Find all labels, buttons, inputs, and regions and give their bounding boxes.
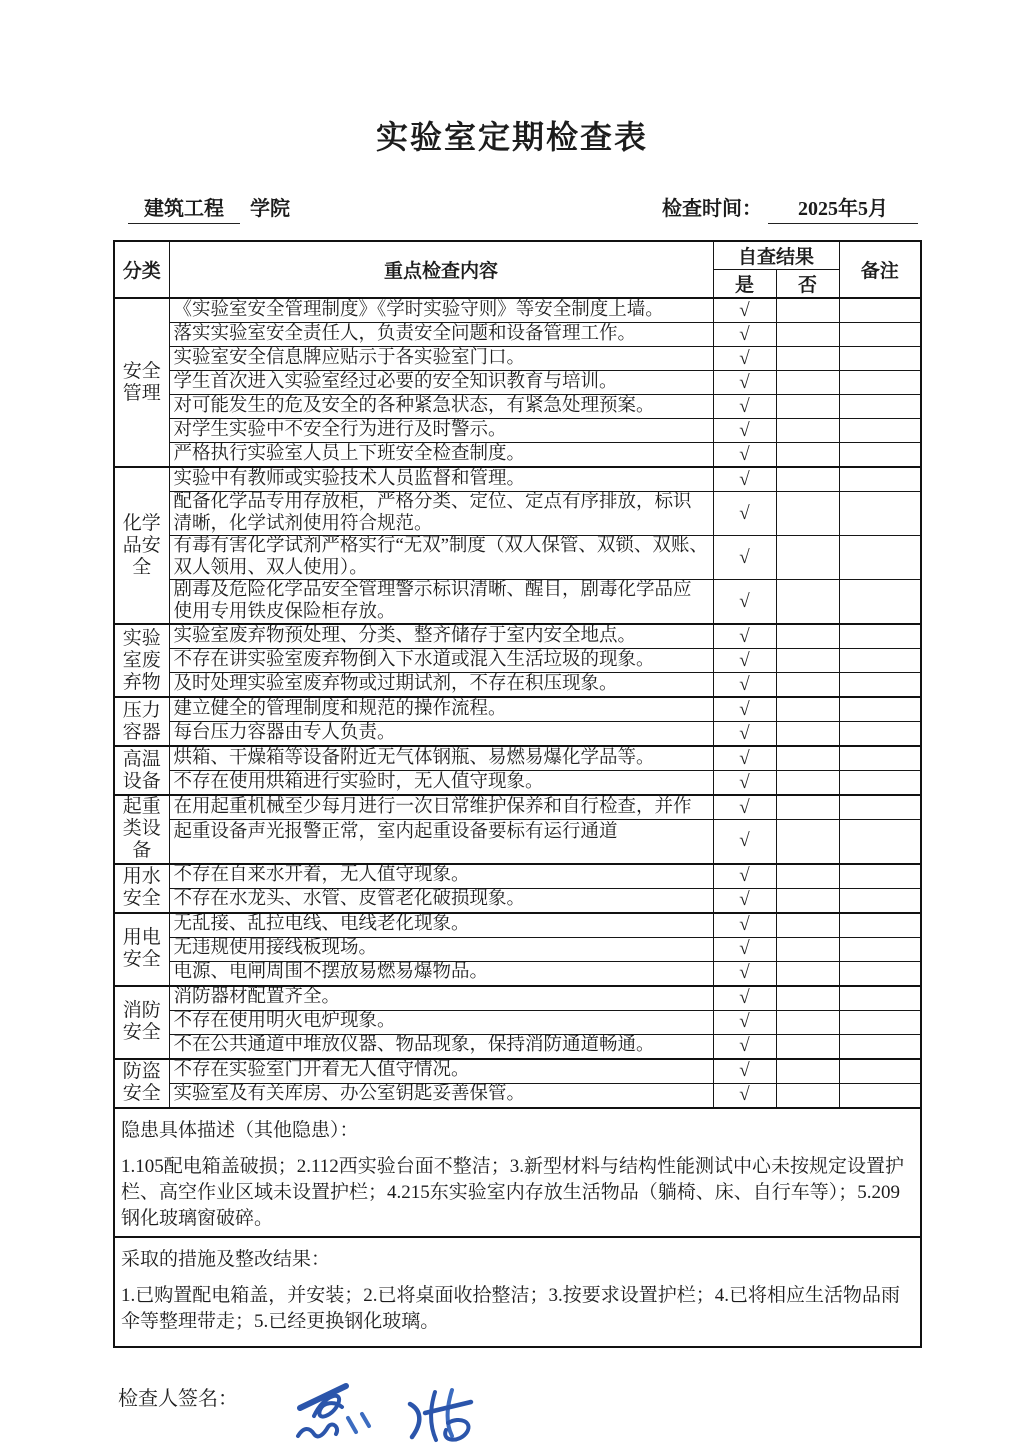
- department-line: [128, 192, 290, 224]
- measures-row: [114, 1237, 921, 1347]
- result-yes-cell: √: [713, 1010, 776, 1034]
- result-yes-cell: √: [713, 1059, 776, 1084]
- check-item-row: [114, 722, 921, 747]
- remark-cell: [839, 937, 921, 961]
- result-yes-cell: √: [713, 746, 776, 771]
- check-item-row: [114, 888, 921, 913]
- check-item-text: 实验中有教师或实验技术人员监督和管理。: [169, 467, 713, 492]
- check-item-text: 起重设备声光报警正常，室内起重设备要标有运行通道: [169, 820, 713, 864]
- remark-cell: [839, 298, 921, 323]
- remark-cell: [839, 580, 921, 625]
- check-item-text: 实验室安全信息牌应贴示于各实验室门口。: [169, 347, 713, 371]
- check-item-row: [114, 771, 921, 796]
- page-title: 实验室定期检查表: [375, 119, 648, 155]
- result-yes-cell: √: [713, 820, 776, 864]
- notes-body: [114, 1108, 921, 1347]
- header-result-group: 自查结果: [713, 241, 839, 270]
- check-item-text: 《实验室安全管理制度》《学时实验守则》等安全制度上墙。: [169, 298, 713, 323]
- check-item-text: 实验室及有关库房、办公室钥匙妥善保管。: [169, 1083, 713, 1108]
- result-no-cell: [776, 795, 839, 820]
- remark-cell: [839, 419, 921, 443]
- result-no-cell: [776, 746, 839, 771]
- result-no-cell: [776, 986, 839, 1011]
- inspector-signature-image: [290, 1376, 510, 1448]
- result-no-cell: [776, 913, 839, 938]
- result-no-cell: [776, 443, 839, 468]
- result-yes-cell: √: [713, 298, 776, 323]
- result-yes-cell: √: [713, 986, 776, 1011]
- check-item-row: [114, 443, 921, 468]
- check-item-text: 对学生实验中不安全行为进行及时警示。: [169, 419, 713, 443]
- check-item-text: 烘箱、干燥箱等设备附近无气体钢瓶、易燃易爆化学品等。: [169, 746, 713, 771]
- check-item-row: [114, 624, 921, 649]
- result-no-cell: [776, 580, 839, 625]
- check-time-value: 2025年5月: [768, 192, 918, 224]
- remark-cell: [839, 443, 921, 468]
- check-item-text: 无违规使用接线板现场。: [169, 937, 713, 961]
- result-no-cell: [776, 347, 839, 371]
- remark-cell: [839, 722, 921, 747]
- remark-cell: [839, 1083, 921, 1108]
- remark-cell: [839, 795, 921, 820]
- measures-text: 1.已购置配电箱盖，并安装；2.已将桌面收拾整洁；3.按要求设置护栏；4.已将相应生活物品雨伞等整理带走；5.已经更换钢化玻璃。: [121, 1284, 901, 1332]
- department-name: 建筑工程: [128, 192, 240, 224]
- check-item-row: [114, 536, 921, 580]
- remark-cell: [839, 771, 921, 796]
- remark-cell: [839, 1010, 921, 1034]
- result-yes-cell: √: [713, 536, 776, 580]
- check-item-row: [114, 673, 921, 698]
- check-item-text: 学生首次进入实验室经过必要的安全知识教育与培训。: [169, 371, 713, 395]
- check-item-row: [114, 1059, 921, 1084]
- result-no-cell: [776, 937, 839, 961]
- result-no-cell: [776, 1034, 839, 1059]
- result-yes-cell: √: [713, 443, 776, 468]
- result-no-cell: [776, 697, 839, 722]
- check-item-row: [114, 1083, 921, 1108]
- remark-cell: [839, 395, 921, 419]
- check-item-row: [114, 580, 921, 625]
- header-yes: 是: [713, 270, 776, 299]
- result-no-cell: [776, 820, 839, 864]
- check-item-text: 不存在水龙头、水管、皮管老化破损现象。: [169, 888, 713, 913]
- check-item-text: 不存在使用烘箱进行实验时，无人值守现象。: [169, 771, 713, 796]
- result-yes-cell: √: [713, 673, 776, 698]
- remark-cell: [839, 888, 921, 913]
- remark-cell: [839, 961, 921, 986]
- check-item-row: [114, 795, 921, 820]
- remark-cell: [839, 371, 921, 395]
- result-yes-cell: √: [713, 722, 776, 747]
- result-no-cell: [776, 492, 839, 536]
- category-cell: 消防安全: [114, 986, 169, 1059]
- check-item-row: [114, 697, 921, 722]
- hazard-text: 1.105配电箱盖破损；2.112西实验台面不整洁；3.新型材料与结构性能测试中心未按规定设置护栏、高空作业区域未设置护栏；4.215东实验室内存放生活物品（躺椅、床、自行车等）；5.209钢化玻璃窗破碎。: [121, 1155, 905, 1229]
- inspection-table: [113, 240, 922, 1348]
- remark-cell: [839, 323, 921, 347]
- result-yes-cell: √: [713, 1034, 776, 1059]
- check-time-label: 检查时间：: [662, 198, 762, 220]
- check-item-text: 实验室废弃物预处理、分类、整齐储存于室内安全地点。: [169, 624, 713, 649]
- result-no-cell: [776, 649, 839, 673]
- check-item-row: [114, 820, 921, 864]
- check-item-row: [114, 323, 921, 347]
- category-cell: 压力容器: [114, 697, 169, 746]
- result-no-cell: [776, 419, 839, 443]
- remark-cell: [839, 697, 921, 722]
- check-item-row: [114, 937, 921, 961]
- result-no-cell: [776, 323, 839, 347]
- remark-cell: [839, 492, 921, 536]
- result-no-cell: [776, 395, 839, 419]
- result-no-cell: [776, 673, 839, 698]
- check-item-row: [114, 913, 921, 938]
- remark-cell: [839, 536, 921, 580]
- category-cell: 防盗安全: [114, 1059, 169, 1108]
- check-item-row: [114, 347, 921, 371]
- result-yes-cell: √: [713, 323, 776, 347]
- remark-cell: [839, 746, 921, 771]
- remark-cell: [839, 649, 921, 673]
- check-item-text: 不存在使用明火电炉现象。: [169, 1010, 713, 1034]
- check-item-text: 对可能发生的危及安全的各种紧急状态，有紧急处理预案。: [169, 395, 713, 419]
- check-item-row: [114, 492, 921, 536]
- check-item-text: 剧毒及危险化学品安全管理警示标识清晰、醒目，剧毒化学品应使用专用铁皮保险柜存放。: [169, 580, 713, 625]
- remark-cell: [839, 913, 921, 938]
- result-no-cell: [776, 722, 839, 747]
- result-no-cell: [776, 888, 839, 913]
- remark-cell: [839, 986, 921, 1011]
- result-yes-cell: √: [713, 795, 776, 820]
- category-cell: 用水安全: [114, 864, 169, 913]
- result-yes-cell: √: [713, 888, 776, 913]
- check-item-row: [114, 1034, 921, 1059]
- category-cell: 实验室废弃物: [114, 624, 169, 697]
- hazard-cell: [121, 1115, 912, 1232]
- result-yes-cell: √: [713, 649, 776, 673]
- result-yes-cell: √: [713, 771, 776, 796]
- check-item-text: 落实实验室安全责任人，负责安全问题和设备管理工作。: [169, 323, 713, 347]
- category-cell: 起重类设备: [114, 795, 169, 864]
- result-no-cell: [776, 1059, 839, 1084]
- check-item-text: 不存在自来水开着，无人值守现象。: [169, 864, 713, 889]
- remark-cell: [839, 624, 921, 649]
- result-yes-cell: √: [713, 864, 776, 889]
- check-item-row: [114, 419, 921, 443]
- result-no-cell: [776, 1010, 839, 1034]
- signature-row: [118, 1382, 1024, 1448]
- check-item-text: 在用起重机械至少每月进行一次日常维护保养和自行检查，并作: [169, 795, 713, 820]
- check-item-row: [114, 649, 921, 673]
- remark-cell: [839, 673, 921, 698]
- measures-label: 采取的措施及整改结果：: [121, 1248, 331, 1270]
- check-item-row: [114, 371, 921, 395]
- header-content: 重点检查内容: [169, 241, 713, 298]
- result-no-cell: [776, 961, 839, 986]
- remark-cell: [839, 864, 921, 889]
- check-item-text: 有毒有害化学试剂严格实行“无双”制度（双人保管、双锁、双账、双人领用、双人使用）。: [169, 536, 713, 580]
- hazard-row: [114, 1108, 921, 1237]
- department-suffix: 学院: [250, 198, 290, 220]
- category-cell: 安全管理: [114, 298, 169, 467]
- header-remark: 备注: [839, 241, 921, 298]
- remark-cell: [839, 467, 921, 492]
- checklist-body: [114, 298, 921, 1108]
- result-yes-cell: √: [713, 347, 776, 371]
- table-header: [114, 241, 921, 298]
- result-yes-cell: √: [713, 913, 776, 938]
- check-item-text: 不存在讲实验室废弃物倒入下水道或混入生活垃圾的现象。: [169, 649, 713, 673]
- result-yes-cell: √: [713, 467, 776, 492]
- check-item-text: 不存在实验室门开着无人值守情况。: [169, 1059, 713, 1084]
- check-item-row: [114, 961, 921, 986]
- result-yes-cell: √: [713, 937, 776, 961]
- check-item-row: [114, 746, 921, 771]
- check-item-text: 配备化学品专用存放柜，严格分类、定位、定点有序排放，标识清晰，化学试剂使用符合规范。: [169, 492, 713, 536]
- check-item-text: 消防器材配置齐全。: [169, 986, 713, 1011]
- check-item-text: 每台压力容器由专人负责。: [169, 722, 713, 747]
- hazard-label: 隐患具体描述（其他隐患）：: [121, 1119, 359, 1141]
- check-item-text: 及时处理实验室废弃物或过期试剂，不存在积压现象。: [169, 673, 713, 698]
- result-no-cell: [776, 864, 839, 889]
- result-yes-cell: √: [713, 371, 776, 395]
- check-item-row: [114, 986, 921, 1011]
- check-item-text: 无乱接、乱拉电线、电线老化现象。: [169, 913, 713, 938]
- remark-cell: [839, 1059, 921, 1084]
- result-no-cell: [776, 371, 839, 395]
- result-no-cell: [776, 624, 839, 649]
- check-time-line: [662, 192, 918, 224]
- result-yes-cell: √: [713, 395, 776, 419]
- check-item-text: 电源、电闸周围不摆放易燃易爆物品。: [169, 961, 713, 986]
- check-item-row: [114, 1010, 921, 1034]
- result-yes-cell: √: [713, 492, 776, 536]
- check-item-row: [114, 395, 921, 419]
- header-no: 否: [776, 270, 839, 299]
- remark-cell: [839, 347, 921, 371]
- result-no-cell: [776, 536, 839, 580]
- result-yes-cell: √: [713, 580, 776, 625]
- result-yes-cell: √: [713, 1083, 776, 1108]
- result-yes-cell: √: [713, 419, 776, 443]
- result-no-cell: [776, 298, 839, 323]
- measures-cell: [121, 1244, 912, 1342]
- result-no-cell: [776, 467, 839, 492]
- check-item-text: 建立健全的管理制度和规范的操作流程。: [169, 697, 713, 722]
- result-no-cell: [776, 771, 839, 796]
- check-item-row: [114, 298, 921, 323]
- result-yes-cell: √: [713, 961, 776, 986]
- check-item-text: 不在公共通道中堆放仪器、物品现象，保持消防通道畅通。: [169, 1034, 713, 1059]
- check-item-row: [114, 467, 921, 492]
- signature-label: 检查人签名：: [118, 1387, 238, 1410]
- category-cell: 高温设备: [114, 746, 169, 795]
- remark-cell: [839, 820, 921, 864]
- category-cell: 用电安全: [114, 913, 169, 986]
- check-item-text: 严格执行实验室人员上下班安全检查制度。: [169, 443, 713, 468]
- header-category: 分类: [114, 241, 169, 298]
- result-yes-cell: √: [713, 697, 776, 722]
- check-item-row: [114, 864, 921, 889]
- category-cell: 化学品安全: [114, 467, 169, 624]
- result-no-cell: [776, 1083, 839, 1108]
- info-row: [128, 192, 918, 224]
- remark-cell: [839, 1034, 921, 1059]
- result-yes-cell: √: [713, 624, 776, 649]
